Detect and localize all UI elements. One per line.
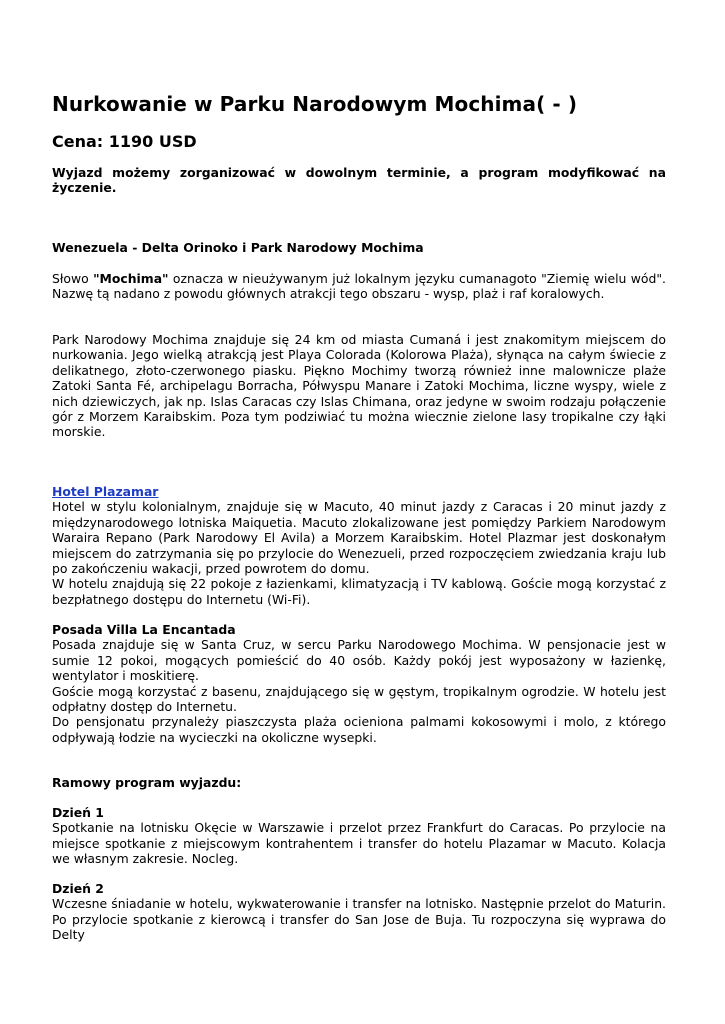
mochima-prefix: Słowo	[52, 271, 94, 286]
page-title: Nurkowanie w Parku Narodowym Mochima( - )	[52, 92, 578, 116]
posada-desc1: Posada znajduje się w Santa Cruz, w sercu Parku Narodowego Mochima. W pensjonacie jest w sumie 12 pokoi, mogących pomieścić do 40 osób. Każdy pokój jest wyposażony w łazienkę, wentylator i moskitierę.	[52, 637, 666, 684]
intro-text: Wyjazd możemy zorganizować w dowolnym terminie, a program modyfikować na życzenie.	[52, 165, 666, 196]
hotel-plazamar-link[interactable]: Hotel Plazamar	[52, 484, 159, 499]
mochima-rest: oznacza w nieużywanym już lokalnym języku cumanagoto "Ziemię wielu wód". Nazwę tą nadano z powodu głównych atrakcji tego obszaru - wysp, plaż i raf koralowych.	[52, 271, 666, 302]
posada-title: Posada Villa La Encantada	[52, 622, 236, 637]
day-1	[52, 805, 666, 867]
posada-desc2: Goście mogą korzystać z basenu, znajdującego się w gęstym, tropikalnym ogrodzie. W hotelu jest odpłatny dostęp do Internetu.	[52, 683, 666, 715]
price: Cena: 1190 USD	[52, 132, 197, 151]
day-2-title: Dzień 2	[52, 881, 104, 896]
park-paragraph: Park Narodowy Mochima znajduje się 24 km od miasta Cumaná i jest znakomitym miejscem do nurkowania. Jego wielką atrakcją jest Playa Colorada (Kolorowa Plaża), słynąca na całym świecie z delikatnego, złoto-czerwonego piasku. Piękno Mochimy tworzą również inne malownicze plaże Zatoki Santa Fé, archipelagu Borracha, Półwyspu Manare i Zatoki Mochima, liczne wyspy, wiele z nich dziewiczych, jak np. Islas Caracas czy Islas Chimana, oraz jedyne w swoim rodzaju połączenie gór z Morzem Karaibskim. Poza tym podziwiać tu można wiecznie zielone lasy tropikalne czy łąki morskie.	[52, 332, 666, 440]
day-2-text: Wczesne śniadanie w hotelu, wykwaterowanie i transfer na lotnisko. Następnie przelot do Maturin. Po przylocie spotkanie z kierowcą i transfer do San Jose de Buja. Tu rozpoczyna się wyprawa do Delty	[52, 896, 666, 943]
day-1-text: Spotkanie na lotnisku Okęcie w Warszawie i przelot przez Frankfurt do Caracas. Po przylocie na miejsce spotkanie z miejscowym kontrahentem i transfer do hotelu Plazamar w Macuto. Kolacja we własnym zakresie. Nocleg.	[52, 820, 666, 867]
posada-section	[52, 622, 666, 745]
day-2	[52, 881, 666, 943]
hotel-plazamar-desc1: Hotel w stylu kolonialnym, znajduje się w Macuto, 40 minut jazdy z Caracas i 20 minut jazdy z międzynarodowego lotniska Maiquetia. Macuto zlokalizowane jest pomiędzy Parkiem Narodowym Waraira Repano (Park Narodowy El Avila) a Morzem Karaibskim. Hotel Plazmar jest doskonałym miejscem do zatrzymania się po przylocie do Wenezueli, przed rozpoczęciem zwiedzania kraju lub po zakończeniu wakacji, przed powrotem do domu.	[52, 499, 666, 577]
section-heading: Wenezuela - Delta Orinoko i Park Narodowy Mochima	[52, 240, 424, 255]
program-heading: Ramowy program wyjazdu:	[52, 775, 242, 790]
hotel-plazamar-section	[52, 484, 666, 607]
hotel-plazamar-desc2: W hotelu znajdują się 22 pokoje z łazienkami, klimatyzacją i TV kablową. Goście mogą korzystać z bezpłatnego dostępu do Internetu (Wi-Fi).	[52, 576, 666, 607]
mochima-paragraph	[52, 271, 666, 302]
posada-desc3: Do pensjonatu przynależy piaszczysta plaża ocieniona palmami kokosowymi i molo, z którego odpływają łodzie na wycieczki na okoliczne wysepki.	[52, 714, 666, 745]
mochima-bold-word: "Mochima"	[93, 271, 169, 286]
day-1-title: Dzień 1	[52, 805, 104, 820]
